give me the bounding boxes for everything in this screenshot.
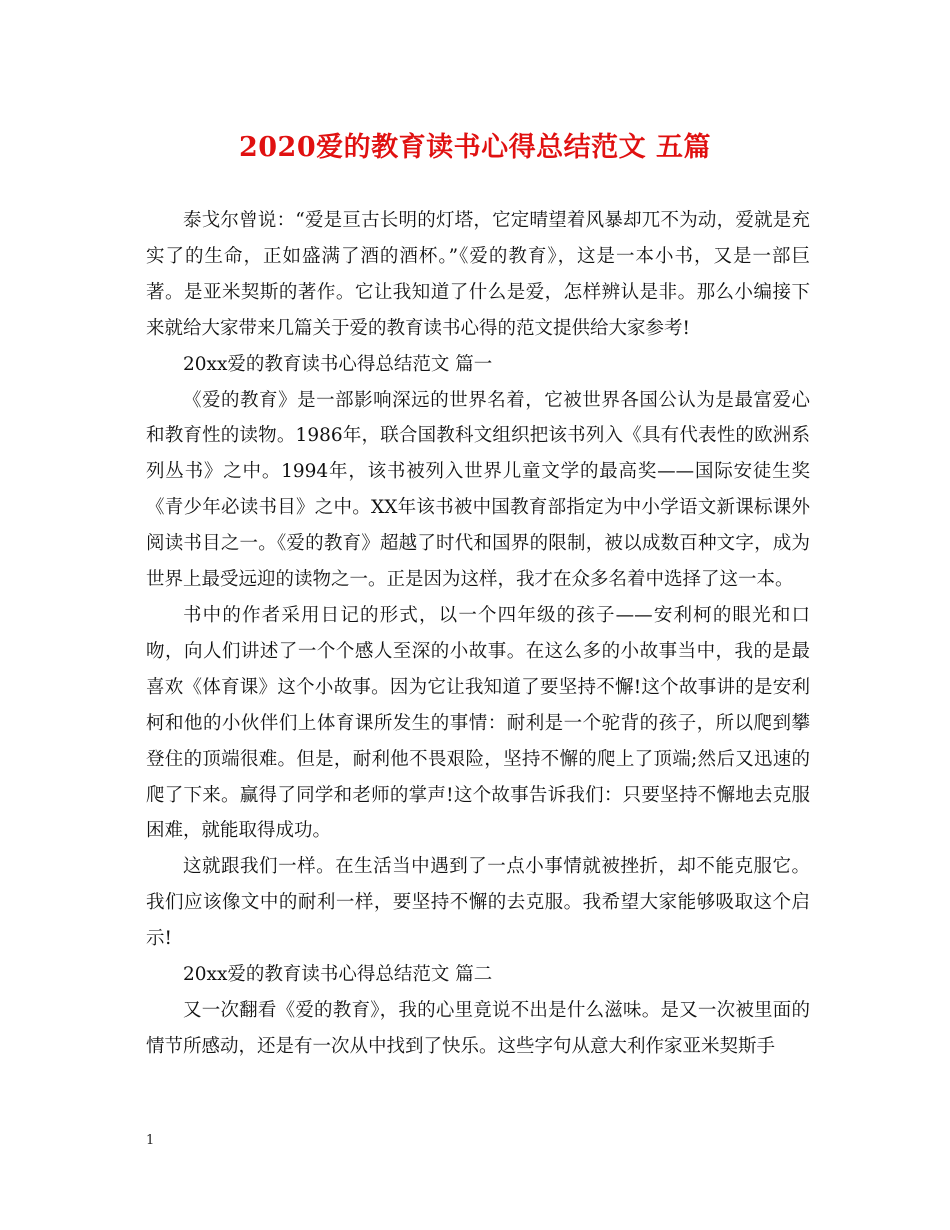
paragraph: 这就跟我们一样。在生活当中遇到了一点小事情就被挫折，却不能克服它。我们应该像文中的耐利一样，要坚持不懈的去克服。我希望大家能够吸取这个启示!: [146, 856, 810, 950]
section-heading-1: 20xx爱的教育读书心得总结范文 篇一: [183, 353, 493, 375]
paragraph: 书中的作者采用日记的形式，以一个四年级的孩子——安利柯的眼光和口吻，向人们讲述了一个个感人至深的小故事。在这么多的小故事当中，我的是最喜欢《体育课》这个小故事。因为它让我知道了要坚持不懈!这个故事讲的是安利柯和他的小伙伴们上体育课所发生的事情：耐利是一个驼背的孩子，所以爬到攀登住的顶端很难。但是，耐利他不畏艰险，坚持不懈的爬上了顶端;然后又迅速的爬了下来。赢得了同学和老师的掌声!这个故事告诉我们：只要坚持不懈地去克服困难，就能取得成功。: [146, 604, 810, 842]
paragraph: 又一次翻看《爱的教育》，我的心里竟说不出是什么滋味。是又一次被里面的情节所感动，还是有一次从中找到了快乐。这些字句从意大利作家亚米契斯手: [146, 999, 810, 1057]
paragraph: 《爱的教育》是一部影响深远的世界名着，它被世界各国公认为是最富爱心和教育性的读物。1986年，联合国教科文组织把该书列入《具有代表性的欧洲系列丛书》之中。1994年，该书被列入世界儿童文学的最高奖——国际安徒生奖《青少年必读书目》之中。XX年该书被中国教育部指定为中小学语文新课标课外阅读书目之一。《爱的教育》超越了时代和国界的限制，被以成数百种文字，成为世界上最受远迎的读物之一。正是因为这样，我才在众多名着中选择了这一本。: [146, 389, 810, 591]
section-heading-2: 20xx爱的教育读书心得总结范文 篇二: [183, 964, 493, 986]
page-number: 1: [146, 1133, 155, 1148]
document-title: 2020爱的教育读书心得总结范文 五篇: [238, 132, 712, 163]
intro-paragraph: 泰戈尔曾说：“爱是亘古长明的灯塔，它定晴望着风暴却兀不为动，爱就是充实了的生命，正如盛满了酒的酒杯。”《爱的教育》，这是一本小书，又是一部巨著。是亚米契斯的著作。它让我知道了什么是爱，怎样辨认是非。那么小编接下来就给大家带来几篇关于爱的教育读书心得的范文提供给大家参考!: [146, 210, 810, 339]
document-body: [146, 203, 810, 1065]
